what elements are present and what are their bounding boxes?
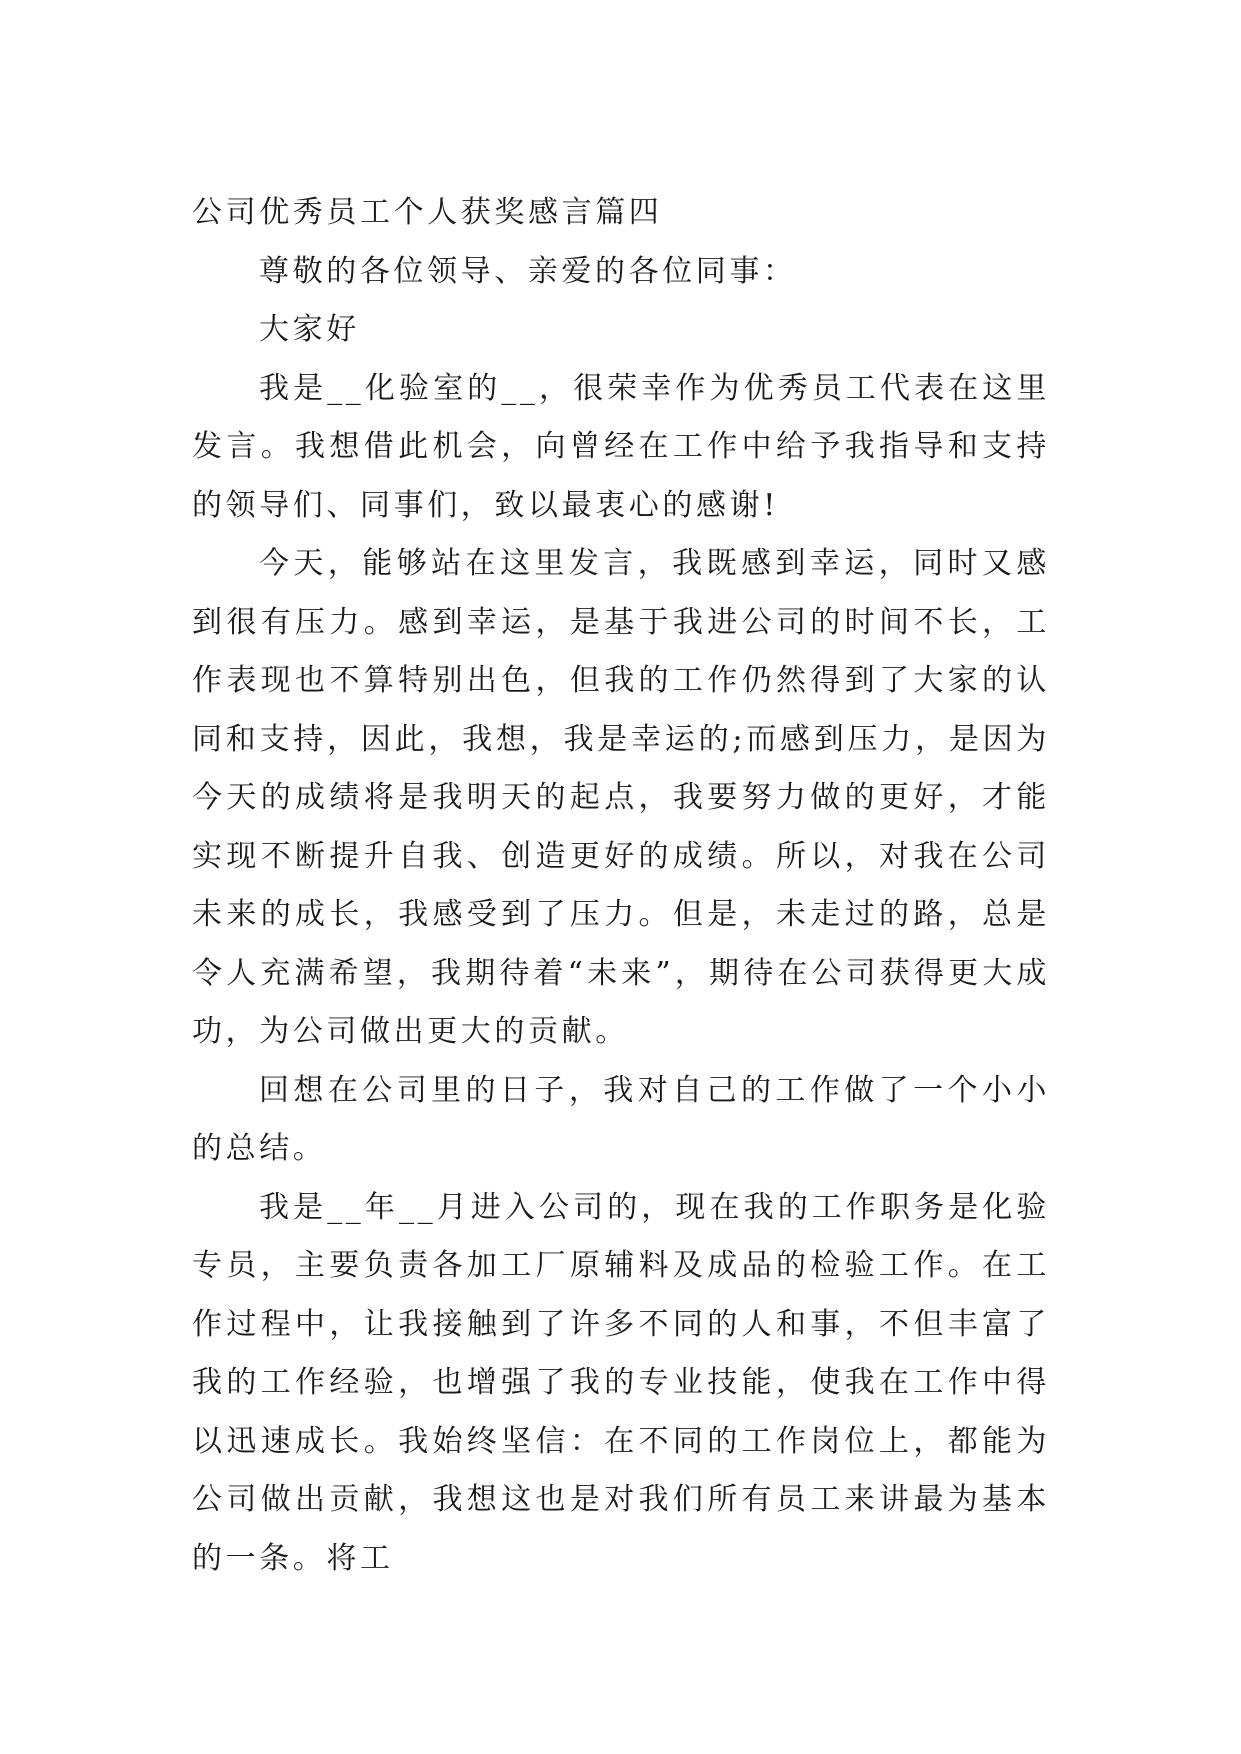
- reflection-paragraph: 回想在公司里的日子，我对自己的工作做了一个小小的总结。: [192, 1072, 1050, 1166]
- document-body: [192, 184, 1050, 1588]
- salutation-paragraph: 尊敬的各位领导、亲爱的各位同事：: [259, 253, 797, 289]
- work-summary-paragraph: 我是__年__月进入公司的，现在我的工作职务是化验专员，主要负责各加工厂原辅料及成品的检验工作。在工作过程中，让我接触到了许多不同的人和事，不但丰富了我的工作经验，也增强了我的专业技能，使我在工作中得以迅速成长。我始终坚信：在不同的工作岗位上，都能为公司做出贡献，我想这也是对我们所有员工来讲最为基本的一条。将工: [192, 1189, 1050, 1576]
- introduction-paragraph: 我是__化验室的__，很荣幸作为优秀员工代表在这里发言。我想借此机会，向曾经在工作中给予我指导和支持的领导们、同事们，致以最衷心的感谢!: [192, 370, 1050, 523]
- document-title: 公司优秀员工个人获奖感言篇四: [192, 195, 663, 230]
- greeting-paragraph: 大家好: [259, 312, 360, 347]
- feelings-paragraph: 今天，能够站在这里发言，我既感到幸运，同时又感到很有压力。感到幸运，是基于我进公司的时间不长，工作表现也不算特别出色，但我的工作仍然得到了大家的认同和支持，因此，我想，我是幸运的;而感到压力，是因为今天的成绩将是我明天的起点，我要努力做的更好，才能实现不断提升自我、创造更好的成绩。所以，对我在公司未来的成长，我感受到了压力。但是，未走过的路，总是令人充满希望，我期待着“未来”，期待在公司获得更大成功，为公司做出更大的贡献。: [192, 546, 1050, 1049]
